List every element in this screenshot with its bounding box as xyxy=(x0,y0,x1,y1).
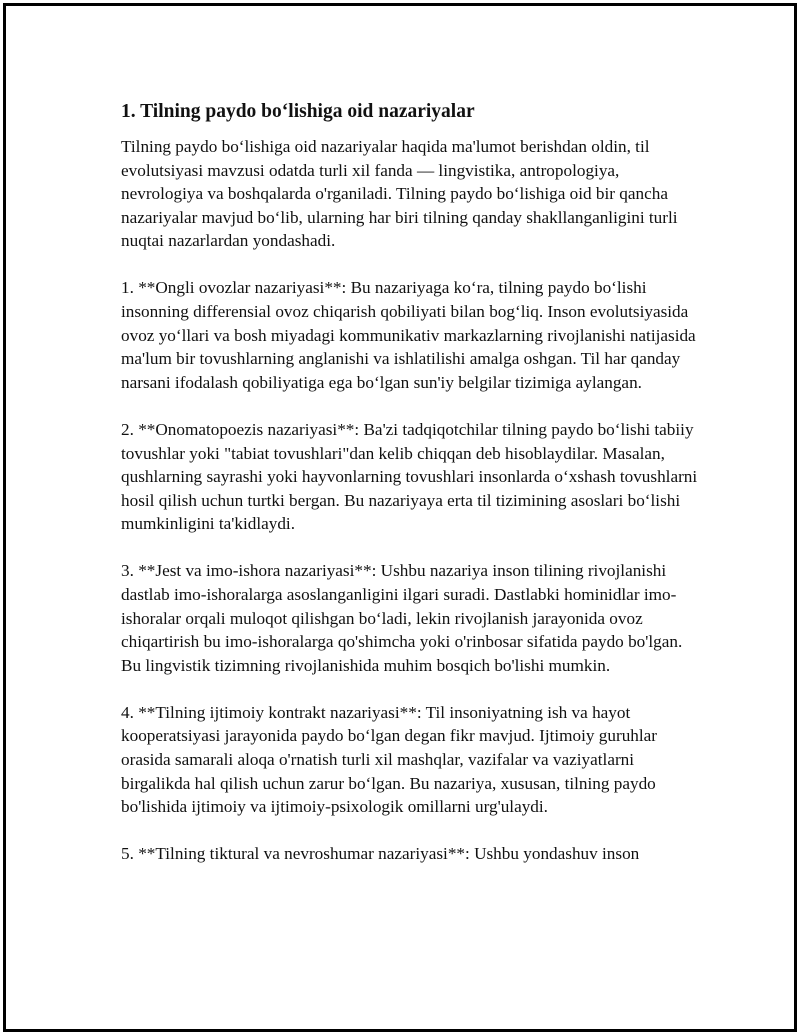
intro-paragraph: Tilning paydo bo‘lishiga oid nazariyalar haqida ma'lumot berishdan oldin, til evolutsiyasi mavzusi odatda turli xil fanda — lingvistika, antropologiya, nevrologiya va boshqalarda o'rganiladi. Tilning paydo bo‘lishiga oid bir qancha nazariyalar mavjud bo‘lib, ularning har biri tilning qanday shakllanganligini turli nuqtai nazarlardan yondashadi. xyxy=(121,137,678,251)
document-title: 1. Tilning paydo bo‘lishiga oid nazariyalar xyxy=(121,101,475,122)
theory-paragraph-2: 2. **Onomatopoezis nazariyasi**: Ba'zi tadqiqotchilar tilning paydo bo‘lishi tabiiy tovushlar yoki "tabiat tovushlari"dan kelib chiqqan deb hisoblaydilar. Masalan, qushlarning sayrashi yoki hayvonlarning tovushlari insonlarda o‘xshash tovushlarni hosil qilish uchun turtki bergan. Bu nazariyaya erta til tizimining asoslari bo‘lishi mumkinligini ta'kidlaydi. xyxy=(121,419,698,534)
theory-paragraph-5: 5. **Tilning tiktural va nevroshumar nazariyasi**: Ushbu yondashuv inson xyxy=(121,844,640,864)
document-body xyxy=(121,99,701,889)
theory-paragraph-3: 3. **Jest va imo-ishora nazariyasi**: Ushbu nazariya inson tilining rivojlanishi dastlab imo-ishoralarga asoslanganligini ilgari suradi. Dastlabki hominidlar imo-ishoralar orqali muloqot qilishgan bo‘ladi, lekin rivojlanish jarayonida ovoz chiqartirish bu imo-ishoralarga qo'shimcha yoki o'rinbosar sifatida paydo bo'lgan. Bu lingvistik tizimning rivojlanishida muhim bosqich bo'lishi mumkin. xyxy=(121,561,683,675)
theory-paragraph-4: 4. **Tilning ijtimoiy kontrakt nazariyasi**: Til insoniyatning ish va hayot kooperatsiyasi jarayonida paydo bo‘lgan degan fikr mavjud. Ijtimoiy guruhlar orasida samarali aloqa o'rnatish turli xil mashqlar, vazifalar va vaziyatlarni birgalikda hal qilish uchun zarur bo‘lgan. Bu nazariya, xususan, tilning paydo bo'lishida ijtimoiy va ijtimoiy-psixologik omillarni urg'ulaydi. xyxy=(121,702,658,817)
theory-paragraph-1: 1. **Ongli ovozlar nazariyasi**: Bu nazariyaga ko‘ra, tilning paydo bo‘lishi insonning differensial ovoz chiqarish qobiliyati bilan bog‘liq. Inson evolutsiyasida ovoz yo‘llari va bosh miyadagi kommunikativ markazlarning rivojlanishi natijasida ma'lum bir tovushlarning anglanishi va ishlatilishi amalga oshgan. Til har qanday narsani ifodalash qobiliyatiga ega bo‘lgan sun'iy belgilar tizimiga aylangan. xyxy=(121,278,696,392)
page-frame xyxy=(3,3,797,1032)
